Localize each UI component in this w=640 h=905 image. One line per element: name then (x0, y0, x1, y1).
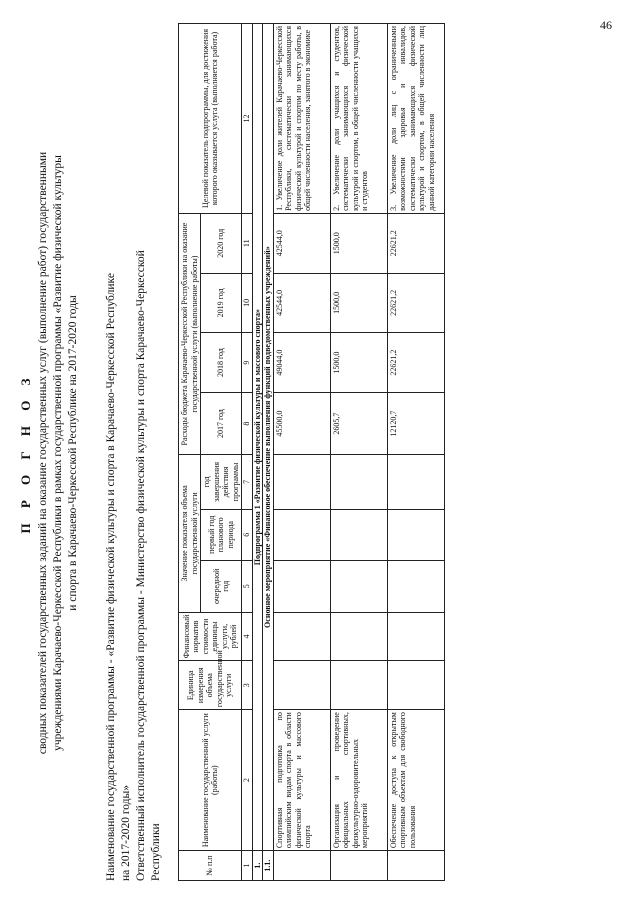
target-indicator-cell: 2. Увеличение доли учащихся и студентов, систематически занимающихся физической культурой и спортом, в общей численности учащихся и студентов (330, 24, 387, 214)
col-number: 9 (242, 333, 253, 393)
section-title: Подпрограмма 1 «Развитие физической культуры и массового спорта» (252, 24, 263, 851)
subsection-title: Основное мероприятие «Финансовое обеспечение выполнения функций подведомственных учреждений» (263, 24, 274, 851)
header-2019: 2019 год (201, 273, 242, 333)
value-2019: 1500,0 (330, 273, 387, 333)
executor-line-2: Республики (150, 823, 162, 881)
header-2020: 2020 год (201, 213, 242, 273)
program-name-line: Наименование государственной программы - «Развитие физической культуры и спорта в Карачаево-Черкесской Республике (105, 273, 117, 881)
col-number: 3 (242, 661, 253, 710)
value-2018: 1500,0 (330, 333, 387, 393)
executor-line: Ответственный исполнитель государственной программы - Министерство физической культуры и спорта Карачаево-Черкесской (135, 250, 147, 881)
col-number: 1 (242, 851, 253, 881)
service-name-cell: Спортивная подготовка по олимпийским видам спорта в области физической культуры и массового спорта (273, 710, 330, 851)
value-2018: 49044,0 (273, 333, 330, 393)
header-vol-next: очередной год (201, 561, 242, 613)
table-row (330, 24, 387, 881)
value-2018: 22621,2 (387, 333, 444, 393)
program-name-line-2: на 2017-2020 годы» (120, 784, 132, 881)
value-2017: 45500,0 (273, 392, 330, 454)
header-2017: 2017 год (201, 392, 242, 454)
col-number: 2 (242, 710, 253, 851)
header-budget-group: Расходы бюджета Карачаево-Черкесской Республики на оказание государственной услуги (выполнение работы) (179, 213, 201, 454)
forecast-table (178, 23, 445, 881)
target-indicator-cell: 3. Увеличение доли лиц с ограниченными возможностями здоровья и инвалидов, систематически занимающихся физической культурой и спортом, в общей численности лиц данной категории населения (387, 24, 444, 214)
section-row (252, 24, 263, 881)
value-2017: 12120,7 (387, 392, 444, 454)
col-number: 4 (242, 612, 253, 661)
col-number: 7 (242, 455, 253, 509)
target-indicator-cell: 1. Увеличение доли жителей Карачаево-Черкесской Республики, систематически занимающихся физической культурой и спортом по месту работы, в общей численности населения, занятого в экономике (273, 24, 330, 214)
header-fin-norm: Финансовый норматив стоимости единицы услуги, рублей (179, 612, 242, 661)
section-num: 1. (252, 851, 263, 881)
value-2019: 22621,2 (387, 273, 444, 333)
page-number: 46 (600, 18, 612, 32)
value-2020: 1500,0 (330, 213, 387, 273)
col-number: 12 (242, 24, 253, 214)
service-name-cell: Организация и проведение официальных спортивных, физкультурно-оздоровительных мероприятий (330, 710, 387, 851)
subsection-num: 1.1. (263, 851, 274, 881)
col-number: 8 (242, 392, 253, 454)
document-title: П Р О Г Н О З (18, 372, 33, 534)
header-target: Целевой показатель подпрограммы, для достижения которого оказывается услуга (выполняется работа) (179, 24, 242, 214)
header-2018: 2018 год (201, 333, 242, 393)
rotated-page (8, 13, 628, 893)
subtitle-line: учреждениями Карачаево-Черкесской Республики в рамках государственной программы «Развитие физической культуры (52, 155, 64, 751)
col-number: 11 (242, 213, 253, 273)
header-vol-end: год завершения действия программы (201, 455, 242, 509)
subtitle-line: сводных показателей государственных заданий на оказание государственных услуг (выполнение работ) государственными (37, 151, 49, 755)
service-name-cell: Обеспечение доступа к открытым спортивным объектам для свободного пользования (387, 710, 444, 851)
value-2017: 2605,7 (330, 392, 387, 454)
value-2020: 42544,0 (273, 213, 330, 273)
subsection-row (263, 24, 274, 881)
header-vol-first: первый год планового периода (201, 509, 242, 561)
col-number: 6 (242, 509, 253, 561)
column-number-row (242, 24, 253, 881)
table-row (387, 24, 444, 881)
value-2019: 42544,0 (273, 273, 330, 333)
subtitle-line: и спорта в Карачаево-Черкесской Республике на 2017-2020 годы (67, 295, 79, 611)
header-service-name: Наименование государственной услуги (работы) (179, 710, 242, 851)
value-2020: 22621,2 (387, 213, 444, 273)
header-num: № п.п (179, 851, 242, 881)
table-row (273, 24, 330, 881)
header-unit: Единица измерения объема государственной услуги (179, 661, 242, 710)
col-number: 5 (242, 561, 253, 613)
document-subtitle (36, 53, 81, 853)
col-number: 10 (242, 273, 253, 333)
header-volume-group: Значение показателя объема государственной услуги (179, 455, 201, 612)
